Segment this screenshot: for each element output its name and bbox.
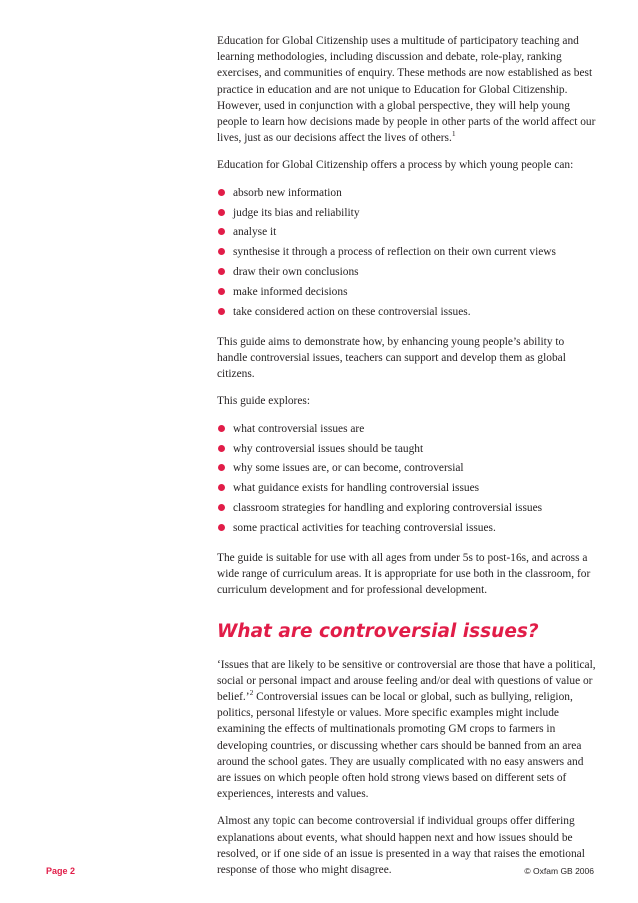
list-item: some practical activities for teaching controversial issues. [217, 520, 597, 540]
explores-list [217, 421, 597, 540]
bullet-icon [218, 524, 225, 531]
bullet-icon [218, 248, 225, 255]
bullet-icon [218, 288, 225, 295]
bullet-icon [218, 445, 225, 452]
bullet-icon [218, 268, 225, 275]
list-item: why some issues are, or can become, controversial [217, 460, 597, 480]
bullet-icon [218, 425, 225, 432]
footnote-2: 2 [249, 688, 254, 698]
list-item: take considered action on these controversial issues. [217, 304, 597, 324]
list-item: draw their own conclusions [217, 264, 597, 284]
bullet-icon [218, 209, 225, 216]
intro-paragraph-text: Education for Global Citizenship uses a multitude of participatory teaching and learning methodologies, including discussion and debate, role-play, ranking exercises, and communities of enquiry. These methods are now established as best practice in education and are not unique to Education for Global Citizenship. However, used in conjunction with a global perspective, they will help young people to learn how decisions made by people in other parts of the world affect our lives, just as our decisions affect the lives of others. [217, 35, 596, 145]
page-content [217, 33, 597, 889]
aims-paragraph: This guide aims to demonstrate how, by enhancing young people’s ability to handle controversial issues, teachers can support and develop them as global citizens. [217, 335, 566, 381]
copyright-notice: © Oxfam GB 2006 [524, 866, 594, 876]
bullet-icon [218, 504, 225, 511]
list-item: absorb new information [217, 185, 597, 205]
definition-quote: ‘Issues that are likely to be sensitive or controversial are those that have a political, social or personal impact and arouse feeling and/or deal with questions of value or belief.’ [217, 658, 596, 704]
suitability-paragraph: The guide is suitable for use with all ages from under 5s to post-16s, and across a wide range of curriculum areas. It is appropriate for use both in the classroom, for curriculum development and for professional development. [217, 552, 591, 597]
list-item: analyse it [217, 224, 597, 244]
page-number: Page 2 [46, 866, 76, 876]
bullet-icon [218, 189, 225, 196]
definition-text: Controversial issues can be local or global, such as bullying, religion, politics, personal lifestyle or values. More specific examples might include examining the effects of multinationals promoting GM crops to farmers in developing countries, or discussing whether cars should be banned from an area around the school gates. They are usually complicated with no easy answers and are issues on which people often hold strong views based on different sets of experiences, interests and values. [217, 691, 584, 801]
intro-paragraph [217, 33, 597, 146]
list-item: make informed decisions [217, 284, 597, 304]
bullet-icon [218, 308, 225, 315]
footnote-1: 1 [451, 129, 456, 139]
list-item: classroom strategies for handling and exploring controversial issues [217, 500, 597, 520]
list-item: judge its bias and reliability [217, 205, 597, 225]
bullet-icon [218, 228, 225, 235]
list-item: synthesise it through a process of reflection on their own current views [217, 244, 597, 264]
list-item: what guidance exists for handling controversial issues [217, 480, 597, 500]
bullet-icon [218, 464, 225, 471]
bullet-icon [218, 484, 225, 491]
section-heading: What are controversial issues? [217, 620, 539, 642]
list-item: what controversial issues are [217, 421, 597, 441]
topic-paragraph: Almost any topic can become controversial if individual groups offer differing explanations about events, what should happen next and how issues should be resolved, or if one side of an issue is presented in a way that raises the emotional response of those who might disagree. [217, 815, 585, 877]
process-list [217, 185, 597, 324]
list-item: why controversial issues should be taught [217, 441, 597, 461]
explores-lead: This guide explores: [217, 395, 311, 408]
definition-paragraph [217, 657, 597, 803]
process-lead: Education for Global Citizenship offers a process by which young people can: [217, 159, 574, 172]
